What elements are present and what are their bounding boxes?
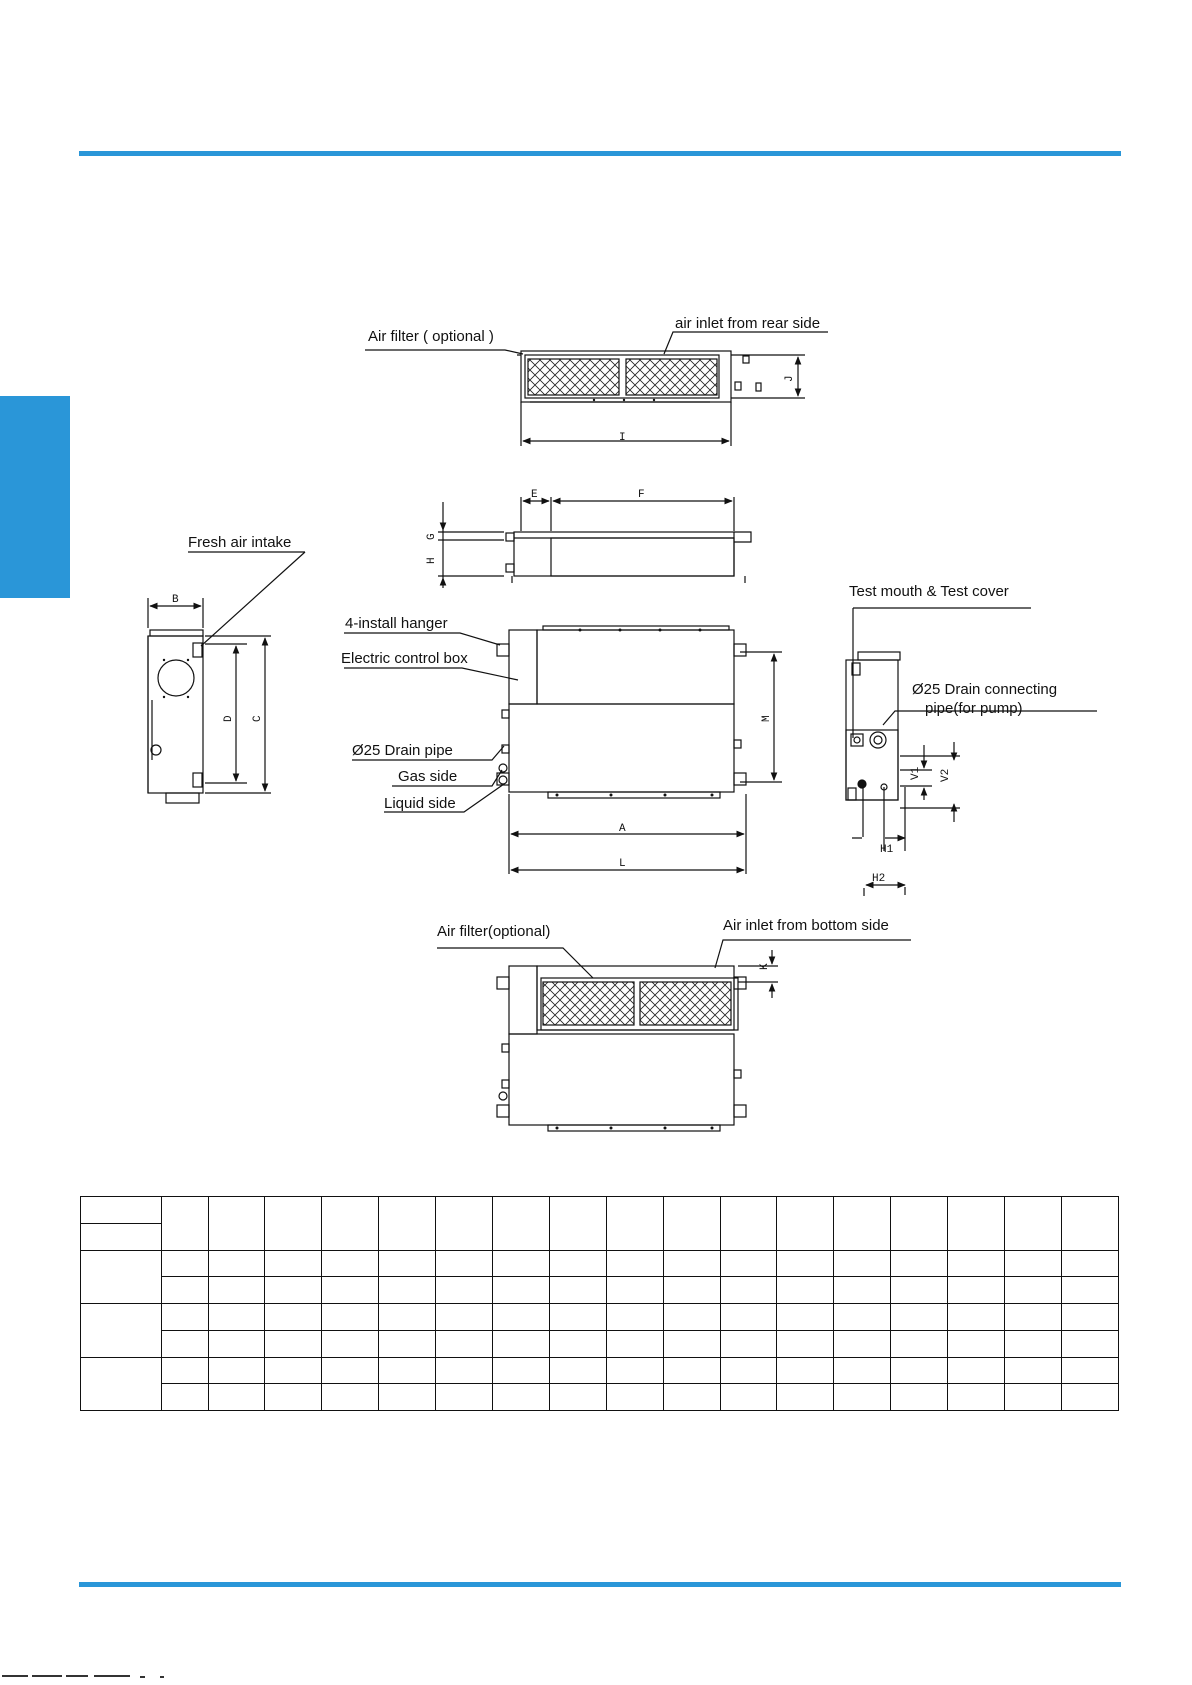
table-cell [720, 1197, 777, 1251]
label-electric-control-box: Electric control box [341, 650, 468, 667]
dim-H: H [426, 557, 438, 564]
label-liquid-side: Liquid side [384, 795, 456, 812]
dim-A: A [619, 823, 626, 835]
dim-L: L [619, 858, 626, 870]
dim-G: G [426, 533, 438, 540]
dim-F: F [638, 489, 645, 501]
table-cell [81, 1357, 162, 1411]
dim-K: K [759, 963, 771, 970]
table-cell [81, 1223, 162, 1250]
top-view-rear-inlet [517, 351, 761, 402]
table-cell [777, 1197, 834, 1251]
table-cell [663, 1197, 720, 1251]
label-air-filter-optional-top: Air filter ( optional ) [368, 328, 494, 345]
table-cell [606, 1197, 663, 1251]
table-cell [948, 1197, 1005, 1251]
right-view [846, 652, 900, 800]
dim-H1: H1 [880, 844, 894, 856]
footer-ink-marks [0, 1674, 200, 1680]
plan-view [497, 626, 746, 798]
table-cell [322, 1197, 379, 1251]
label-gas-side: Gas side [398, 768, 458, 785]
dim-J: J [784, 375, 796, 382]
dim-B: B [172, 594, 179, 606]
table-cell [81, 1250, 162, 1304]
front-view [506, 532, 751, 583]
dim-C: C [252, 715, 264, 722]
bottom-view-bottom-inlet [497, 966, 746, 1131]
table-cell [436, 1197, 493, 1251]
label-drain-pipe: Ø25 Drain pipe [352, 742, 453, 759]
label-drain-connecting-1: Ø25 Drain connecting [912, 681, 1058, 698]
dim-V1: V1 [910, 766, 922, 780]
label-install-hanger: 4-install hanger [345, 615, 448, 632]
table-cell [208, 1197, 265, 1251]
dim-H2: H2 [872, 873, 886, 885]
table-row [81, 1277, 1119, 1304]
label-air-filter-optional-bottom: Air filter(optional) [437, 923, 551, 940]
table-cell [1061, 1197, 1118, 1251]
dim-I: I [619, 432, 626, 444]
side-view [148, 630, 203, 803]
table-cell [265, 1197, 322, 1251]
table-row [81, 1330, 1119, 1357]
table-row [81, 1384, 1119, 1411]
table-row [81, 1197, 1119, 1224]
table-row [81, 1357, 1119, 1384]
table-cell [81, 1197, 162, 1224]
table-cell [162, 1197, 208, 1251]
table-cell [834, 1197, 891, 1251]
label-fresh-air-intake: Fresh air intake [188, 534, 292, 551]
label-air-inlet-rear: air inlet from rear side [675, 315, 821, 332]
table-cell [1004, 1197, 1061, 1251]
table-row [81, 1304, 1119, 1331]
dim-V2: V2 [940, 768, 952, 782]
table-cell [891, 1197, 948, 1251]
dimension-table [80, 1196, 1119, 1411]
label-drain-connecting-2: pipe(for pump) [925, 700, 1023, 717]
label-test-mouth: Test mouth & Test cover [849, 583, 1009, 600]
table-cell [549, 1197, 606, 1251]
label-air-inlet-bottom: Air inlet from bottom side [723, 917, 889, 934]
table-cell [492, 1197, 549, 1251]
table-cell [379, 1197, 436, 1251]
dim-M: M [761, 715, 773, 722]
dim-D: D [223, 715, 235, 722]
dim-E: E [531, 489, 538, 501]
table-row [81, 1250, 1119, 1277]
table-cell [81, 1304, 162, 1358]
